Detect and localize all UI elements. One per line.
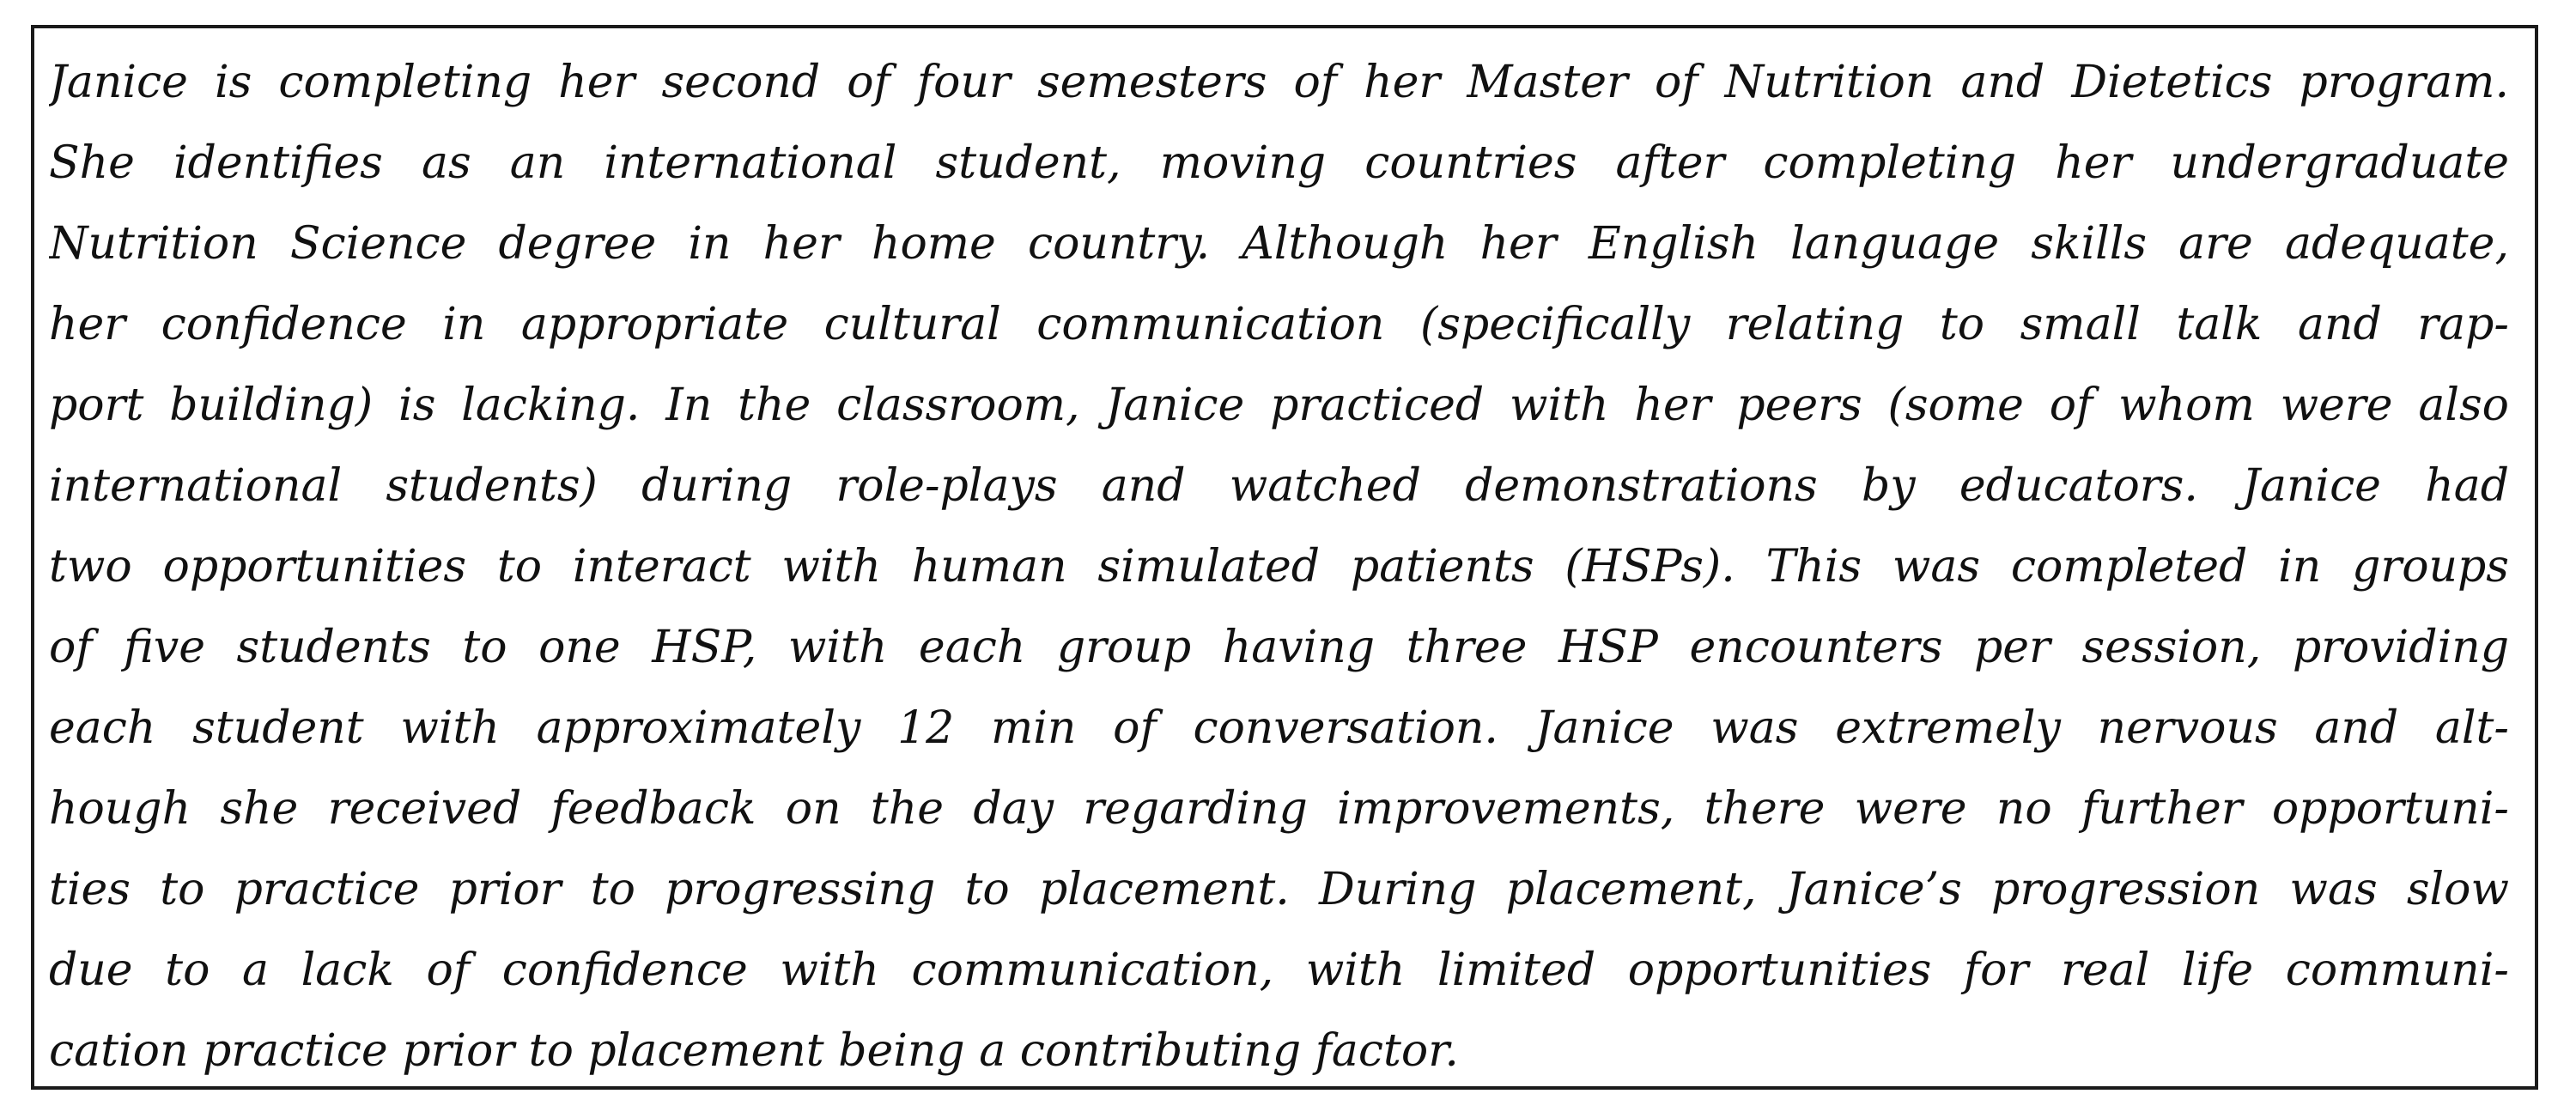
case-study-line: her confidence in appropriate cultural communication (specifically relating to small talk and rap- [49,299,2509,350]
case-study-line: international students) during role-plays and watched demonstrations by educators. Janice had [49,460,2509,512]
case-study-line: Janice is completing her second of four semesters of her Master of Nutrition and Dietetics program. [49,57,2509,108]
case-study-line: two opportunities to interact with human simulated patients (HSPs). This was completed in groups [49,541,2509,592]
case-study-line: cation practice prior to placement being a contributing factor. [49,1025,1459,1077]
case-study-line: due to a lack of confidence with communication, with limited opportunities for real life communi- [49,945,2509,996]
case-study-line: She identifies as an international student, moving countries after completing her undergraduate [49,137,2509,189]
case-study-box [31,25,2538,1090]
case-study-line: of five students to one HSP, with each group having three HSP encounters per session, providing [49,622,2509,673]
case-study-line: each student with approximately 12 min of conversation. Janice was extremely nervous and alt- [49,702,2509,754]
case-study-line: ties to practice prior to progressing to placement. During placement, Janice’s progression was slow [49,864,2509,915]
case-study-line: port building) is lacking. In the classroom, Janice practiced with her peers (some of whom were also [49,380,2509,431]
case-study-line: Nutrition Science degree in her home country. Although her English language skills are adequate, [49,218,2509,270]
case-study-line: hough she received feedback on the day regarding improvements, there were no further opportuni- [49,783,2509,835]
